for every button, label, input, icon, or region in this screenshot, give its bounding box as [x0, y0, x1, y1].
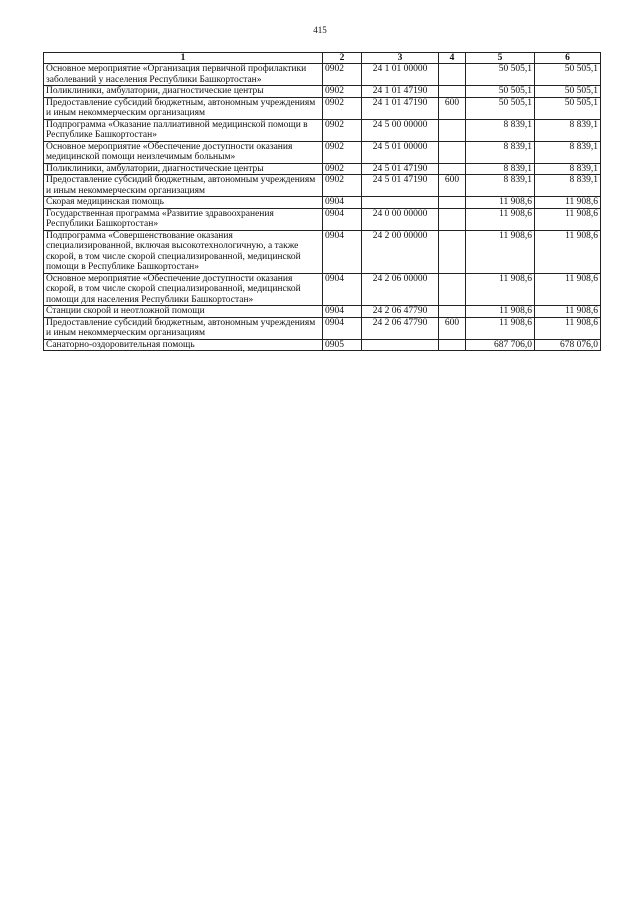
row-amount-1: 11 908,6	[466, 306, 535, 318]
row-section-code: 0902	[323, 64, 362, 86]
row-target-code: 24 1 01 47190	[362, 97, 439, 119]
table-row	[44, 86, 601, 98]
row-expense-type	[439, 163, 466, 175]
table-row	[44, 339, 601, 351]
row-amount-2: 50 505,1	[535, 97, 601, 119]
row-name: Поликлиники, амбулатории, диагностические центры	[44, 86, 323, 98]
row-target-code: 24 2 06 00000	[362, 273, 439, 306]
row-amount-1: 687 706,0	[466, 339, 535, 351]
row-amount-1: 11 908,6	[466, 273, 535, 306]
row-amount-2: 11 908,6	[535, 208, 601, 230]
row-expense-type	[439, 197, 466, 209]
row-target-code: 24 5 00 00000	[362, 119, 439, 141]
row-amount-1: 50 505,1	[466, 97, 535, 119]
row-name: Основное мероприятие «Обеспечение доступности оказания скорой, в том числе скорой специализированной, медицинской помощи для населения Республики Башкортостан»	[44, 273, 323, 306]
row-amount-2: 8 839,1	[535, 163, 601, 175]
row-name: Скорая медицинская помощь	[44, 197, 323, 209]
row-name: Поликлиники, амбулатории, диагностические центры	[44, 163, 323, 175]
row-target-code: 24 2 06 47790	[362, 317, 439, 339]
row-expense-type	[439, 230, 466, 273]
row-expense-type	[439, 339, 466, 351]
row-amount-2: 11 908,6	[535, 273, 601, 306]
row-expense-type	[439, 141, 466, 163]
table-row	[44, 230, 601, 273]
row-expense-type	[439, 273, 466, 306]
row-amount-1: 8 839,1	[466, 141, 535, 163]
row-amount-1: 8 839,1	[466, 163, 535, 175]
row-target-code: 24 0 00 00000	[362, 208, 439, 230]
row-amount-2: 8 839,1	[535, 119, 601, 141]
row-name: Основное мероприятие «Обеспечение доступности оказания медицинской помощи неизлечимым больным»	[44, 141, 323, 163]
row-target-code: 24 1 01 47190	[362, 86, 439, 98]
row-section-code: 0904	[323, 317, 362, 339]
row-amount-2: 678 076,0	[535, 339, 601, 351]
row-amount-2: 50 505,1	[535, 86, 601, 98]
row-amount-1: 11 908,6	[466, 208, 535, 230]
row-amount-2: 11 908,6	[535, 197, 601, 209]
table-row	[44, 306, 601, 318]
row-name: Подпрограмма «Совершенствование оказания специализированной, включая высокотехнологичную, а также скорой, в том числе скорой специализированной, медицинской помощи в Республике Башкортостан»	[44, 230, 323, 273]
table-row	[44, 273, 601, 306]
row-amount-1: 8 839,1	[466, 119, 535, 141]
row-section-code: 0902	[323, 141, 362, 163]
row-expense-type	[439, 86, 466, 98]
row-amount-1: 11 908,6	[466, 197, 535, 209]
column-header: 2	[323, 53, 362, 64]
row-section-code: 0905	[323, 339, 362, 351]
row-section-code: 0904	[323, 208, 362, 230]
table-row	[44, 163, 601, 175]
row-section-code: 0904	[323, 230, 362, 273]
row-amount-1: 11 908,6	[466, 317, 535, 339]
row-name: Государственная программа «Развитие здравоохранения Республики Башкортостан»	[44, 208, 323, 230]
row-expense-type: 600	[439, 97, 466, 119]
row-section-code: 0902	[323, 175, 362, 197]
row-target-code: 24 2 00 00000	[362, 230, 439, 273]
table-row	[44, 317, 601, 339]
row-name: Предоставление субсидий бюджетным, автономным учреждениям и иным некоммерческим организациям	[44, 175, 323, 197]
row-amount-2: 8 839,1	[535, 175, 601, 197]
column-header: 5	[466, 53, 535, 64]
row-name: Подпрограмма «Оказание паллиативной медицинской помощи в Республике Башкортостан»	[44, 119, 323, 141]
row-section-code: 0904	[323, 197, 362, 209]
row-amount-1: 11 908,6	[466, 230, 535, 273]
row-target-code: 24 1 01 00000	[362, 64, 439, 86]
table-row	[44, 119, 601, 141]
row-name: Предоставление субсидий бюджетным, автономным учреждениям и иным некоммерческим организациям	[44, 317, 323, 339]
row-target-code	[362, 339, 439, 351]
row-target-code: 24 5 01 47190	[362, 175, 439, 197]
row-amount-2: 50 505,1	[535, 64, 601, 86]
table-row	[44, 175, 601, 197]
row-name: Станции скорой и неотложной помощи	[44, 306, 323, 318]
row-section-code: 0902	[323, 163, 362, 175]
row-amount-1: 50 505,1	[466, 86, 535, 98]
row-expense-type	[439, 64, 466, 86]
table-row	[44, 97, 601, 119]
table-row	[44, 197, 601, 209]
row-amount-2: 11 908,6	[535, 230, 601, 273]
row-target-code: 24 5 01 00000	[362, 141, 439, 163]
table-row	[44, 208, 601, 230]
row-amount-2: 11 908,6	[535, 306, 601, 318]
row-expense-type: 600	[439, 317, 466, 339]
column-header: 6	[535, 53, 601, 64]
row-amount-1: 8 839,1	[466, 175, 535, 197]
row-section-code: 0904	[323, 273, 362, 306]
row-section-code: 0902	[323, 86, 362, 98]
row-section-code: 0904	[323, 306, 362, 318]
row-name: Предоставление субсидий бюджетным, автономным учреждениям и иным некоммерческим организациям	[44, 97, 323, 119]
row-name: Санаторно-оздоровительная помощь	[44, 339, 323, 351]
row-expense-type: 600	[439, 175, 466, 197]
row-target-code: 24 5 01 47190	[362, 163, 439, 175]
table-header-row	[44, 53, 601, 64]
row-target-code	[362, 197, 439, 209]
budget-table	[43, 52, 601, 351]
row-amount-2: 8 839,1	[535, 141, 601, 163]
row-amount-1: 50 505,1	[466, 64, 535, 86]
column-header: 1	[44, 53, 323, 64]
row-target-code: 24 2 06 47790	[362, 306, 439, 318]
row-amount-2: 11 908,6	[535, 317, 601, 339]
row-expense-type	[439, 208, 466, 230]
row-expense-type	[439, 306, 466, 318]
column-header: 3	[362, 53, 439, 64]
page-number: 415	[313, 25, 327, 35]
row-section-code: 0902	[323, 97, 362, 119]
row-name: Основное мероприятие «Организация первичной профилактики заболеваний у населения Республики Башкортостан»	[44, 64, 323, 86]
column-header: 4	[439, 53, 466, 64]
row-section-code: 0902	[323, 119, 362, 141]
table-row	[44, 64, 601, 86]
table-row	[44, 141, 601, 163]
row-expense-type	[439, 119, 466, 141]
